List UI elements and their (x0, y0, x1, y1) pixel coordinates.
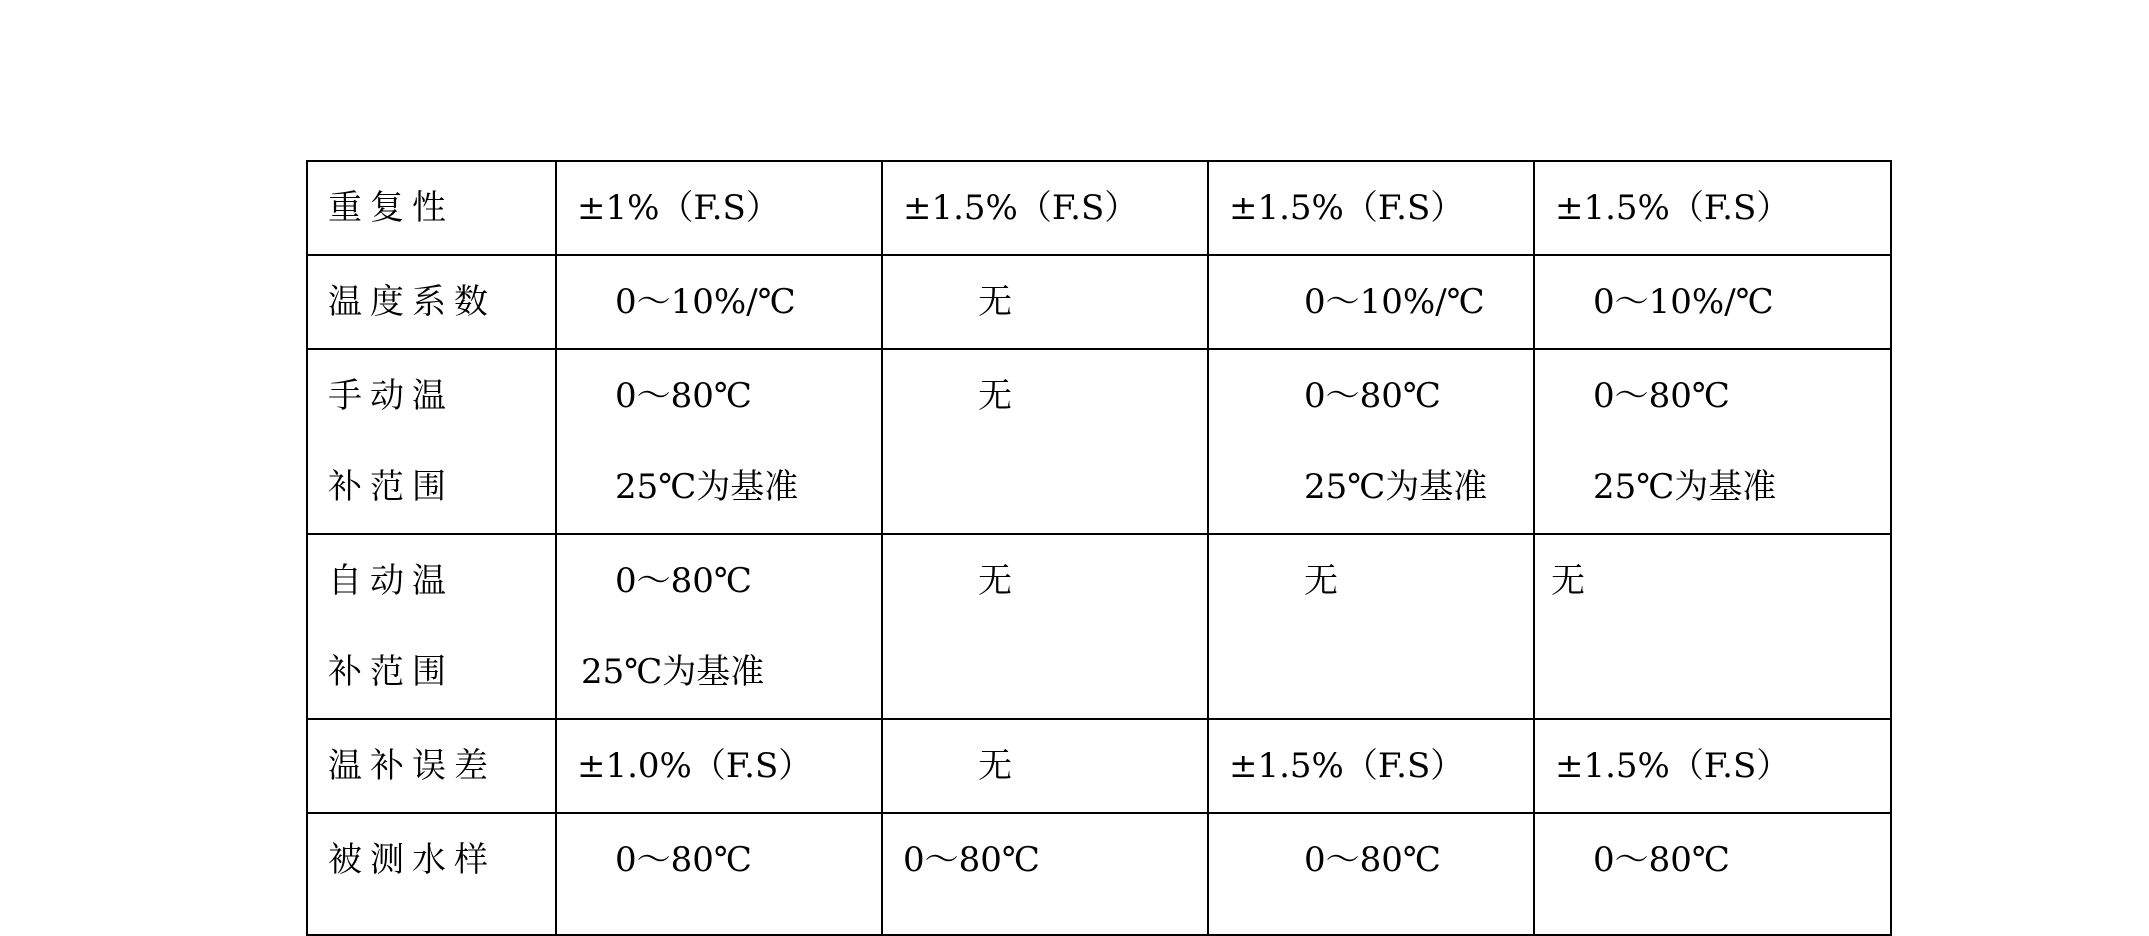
cell-text: 0～10%/℃ (1593, 282, 1774, 322)
cell-text: 0～80℃ (1304, 376, 1441, 416)
table-cell (556, 161, 882, 255)
table-cell (882, 255, 1208, 349)
cell-text: ±1.0%（F.S） (577, 746, 813, 786)
table-cell (1534, 534, 1891, 719)
table-row-water-sample (307, 813, 1891, 935)
table-cell (882, 534, 1208, 719)
cell-text: ±1.5%（F.S） (1229, 188, 1465, 228)
table-cell (556, 349, 882, 534)
row-label: 补范围 (328, 467, 454, 507)
cell-text: 0～80℃ (1593, 376, 1730, 416)
cell-text: 0～80℃ (615, 376, 752, 416)
row-label: 补范围 (328, 652, 454, 692)
row-label: 被测水样 (328, 840, 496, 880)
table-cell (1208, 255, 1534, 349)
cell-text: ±1.5%（F.S） (1555, 746, 1791, 786)
table-row-auto-temp-compensation (307, 534, 1891, 719)
row-label: 温度系数 (328, 282, 496, 322)
cell-text: 0～10%/℃ (615, 282, 796, 322)
cell-text: 25℃为基准 (1304, 467, 1488, 507)
row-label-cell (307, 813, 556, 935)
row-label-cell (307, 349, 556, 534)
table-cell (556, 255, 882, 349)
cell-text: 无 (978, 282, 1012, 322)
row-label: 重复性 (328, 188, 454, 228)
table-cell (1208, 719, 1534, 813)
row-label-cell (307, 255, 556, 349)
table-cell (1208, 813, 1534, 935)
cell-text: 无 (978, 746, 1012, 786)
table-cell (556, 719, 882, 813)
row-label: 自动温 (328, 561, 454, 601)
table-cell (882, 349, 1208, 534)
table-row-temperature-coefficient (307, 255, 1891, 349)
cell-text: 0～80℃ (1304, 840, 1441, 880)
row-label-cell (307, 719, 556, 813)
table-row-temp-compensation-error (307, 719, 1891, 813)
spec-table (306, 160, 1892, 936)
cell-text: 0～80℃ (903, 840, 1040, 880)
cell-text: 无 (978, 376, 1012, 416)
cell-text: 25℃为基准 (1593, 467, 1777, 507)
table-cell (882, 719, 1208, 813)
cell-text: 无 (1551, 561, 1585, 601)
table-cell (1534, 161, 1891, 255)
table-cell (1208, 534, 1534, 719)
table-cell (1208, 349, 1534, 534)
table-cell (1534, 719, 1891, 813)
table-cell (1534, 255, 1891, 349)
table-row-repeatability (307, 161, 1891, 255)
cell-text: ±1%（F.S） (577, 188, 780, 228)
table-cell (556, 534, 882, 719)
row-label-cell (307, 534, 556, 719)
table-cell (1534, 349, 1891, 534)
cell-text: 无 (978, 561, 1012, 601)
table-cell (1208, 161, 1534, 255)
cell-text: 25℃为基准 (615, 467, 799, 507)
cell-text: 0～80℃ (615, 561, 752, 601)
cell-text: ±1.5%（F.S） (1555, 188, 1791, 228)
table-cell (882, 161, 1208, 255)
cell-text: 无 (1304, 561, 1338, 601)
table-cell (1534, 813, 1891, 935)
table-cell (556, 813, 882, 935)
cell-text: 0～80℃ (615, 840, 752, 880)
cell-text: 0～80℃ (1593, 840, 1730, 880)
table-row-manual-temp-compensation (307, 349, 1891, 534)
row-label: 手动温 (328, 376, 454, 416)
cell-text: ±1.5%（F.S） (1229, 746, 1465, 786)
cell-text: 25℃为基准 (581, 652, 765, 692)
cell-text: ±1.5%（F.S） (903, 188, 1139, 228)
table-cell (882, 813, 1208, 935)
cell-text: 0～10%/℃ (1304, 282, 1485, 322)
row-label-cell (307, 161, 556, 255)
row-label: 温补误差 (328, 746, 496, 786)
